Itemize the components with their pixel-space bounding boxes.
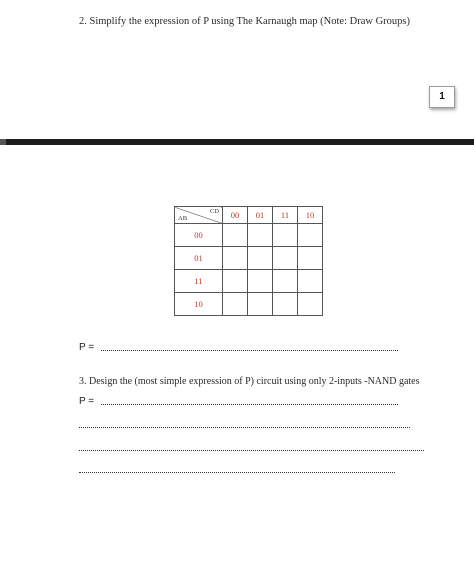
kmap-cell[interactable] [248, 293, 273, 316]
kmap-cell[interactable] [223, 293, 248, 316]
page-number-badge: 1 [429, 86, 455, 108]
kmap-cell[interactable] [298, 293, 323, 316]
kmap-row [175, 247, 323, 270]
kmap-cell[interactable] [298, 270, 323, 293]
kmap-cell[interactable] [223, 270, 248, 293]
answer-2-label: P = [79, 396, 95, 407]
kmap-cell[interactable] [298, 224, 323, 247]
kmap-cell[interactable] [248, 224, 273, 247]
answer-line-extra[interactable] [79, 472, 395, 473]
question-2-text: 2. Simplify the expression of P using The Karnaugh map (Note: Draw Groups) [79, 16, 410, 27]
kmap-col-header: 01 [248, 207, 273, 224]
kmap-corner-cell [175, 207, 223, 224]
kmap-row-header: 01 [175, 247, 223, 270]
kmap-row-variable: AB [178, 215, 188, 222]
kmap-cell[interactable] [273, 247, 298, 270]
question-3-text: 3. Design the (most simple expression of P) circuit using only 2-inputs -NAND gates [79, 376, 420, 387]
karnaugh-map [174, 206, 323, 316]
kmap-cell[interactable] [273, 270, 298, 293]
kmap-cell[interactable] [298, 247, 323, 270]
kmap-row-header: 10 [175, 293, 223, 316]
kmap-cell[interactable] [248, 247, 273, 270]
kmap-header-row [175, 207, 323, 224]
answer-line-extra[interactable] [79, 427, 410, 428]
answer-2-dotted-line[interactable] [101, 404, 398, 405]
answer-1-label: P = [79, 342, 95, 353]
kmap-row [175, 270, 323, 293]
worksheet-page-top [0, 0, 474, 140]
kmap-col-header: 10 [298, 207, 323, 224]
kmap-row [175, 293, 323, 316]
kmap-col-variable: CD [209, 208, 219, 215]
kmap-cell[interactable] [273, 224, 298, 247]
kmap-cell[interactable] [223, 247, 248, 270]
answer-line-extra[interactable] [79, 450, 424, 451]
answer-1-dotted-line[interactable] [101, 350, 398, 351]
kmap-cell[interactable] [223, 224, 248, 247]
kmap-cell[interactable] [273, 293, 298, 316]
kmap-row [175, 224, 323, 247]
kmap-cell[interactable] [248, 270, 273, 293]
kmap-col-header: 00 [223, 207, 248, 224]
kmap-row-header: 00 [175, 224, 223, 247]
kmap-col-header: 11 [273, 207, 298, 224]
kmap-row-header: 11 [175, 270, 223, 293]
